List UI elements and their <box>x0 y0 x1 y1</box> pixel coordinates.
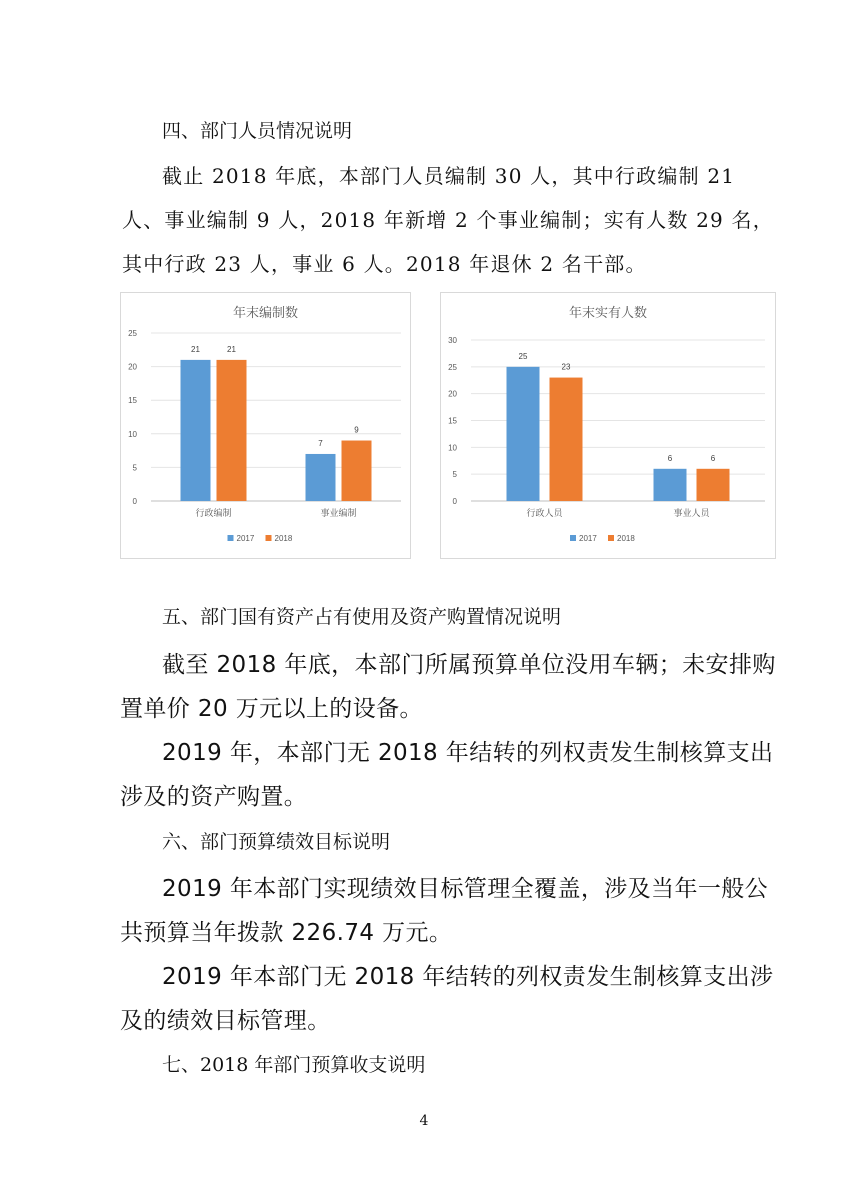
x-tick-label: 事业编制 <box>320 508 357 518</box>
data-label: 21 <box>191 344 200 354</box>
y-tick-label: 10 <box>128 429 137 439</box>
page-number: 4 <box>419 1113 429 1129</box>
y-tick-label: 5 <box>452 470 457 480</box>
y-tick-label: 25 <box>128 329 137 338</box>
bar-2018 <box>342 441 372 501</box>
data-label: 23 <box>561 362 571 372</box>
chart-staffing-quota-svg <box>121 293 410 558</box>
bar-2017 <box>507 367 540 501</box>
legend-swatch-2018 <box>608 535 614 541</box>
y-tick-label: 15 <box>128 396 137 406</box>
data-label: 25 <box>518 351 528 361</box>
section-7-heading: 七、2018 年部门预算收支说明 <box>162 1054 426 1076</box>
section-5-line-1: 截至 2018 年底，本部门所属预算单位没用车辆；未安排购 <box>162 652 776 678</box>
section-6-heading: 六、部门预算绩效目标说明 <box>162 831 391 853</box>
section-5-line-3: 2019 年，本部门无 2018 年结转的列权责发生制核算支出 <box>162 740 774 766</box>
x-tick-label: 事业人员 <box>673 508 710 518</box>
legend-label: 2018 <box>274 534 293 543</box>
section-6-line-1: 2019 年本部门实现绩效目标管理全覆盖，涉及当年一般公 <box>162 876 769 902</box>
bar-2018 <box>550 378 583 501</box>
section-6-line-4: 及的绩效目标管理。 <box>120 1008 331 1034</box>
section-5-line-2: 置单价 20 万元以上的设备。 <box>120 696 423 722</box>
section-4-line-2: 人、事业编制 9 人，2018 年新增 2 个事业编制；实有人数 29 名， <box>122 208 774 232</box>
data-label: 6 <box>667 453 673 463</box>
section-4-line-3: 其中行政 23 人，事业 6 人。2018 年退休 2 名干部。 <box>122 252 647 276</box>
legend-label: 2017 <box>579 534 597 543</box>
bar-2017 <box>654 469 687 501</box>
x-tick-label: 行政人员 <box>526 508 563 518</box>
chart-staffing-quota <box>120 292 411 559</box>
data-label: 7 <box>318 438 323 448</box>
legend-label: 2018 <box>617 534 635 543</box>
y-tick-label: 0 <box>452 497 457 506</box>
y-tick-label: 20 <box>128 362 137 372</box>
y-tick-label: 5 <box>132 463 137 473</box>
data-label: 21 <box>227 344 236 354</box>
y-tick-label: 25 <box>448 362 457 372</box>
section-6-line-3: 2019 年本部门无 2018 年结转的列权责发生制核算支出涉 <box>162 964 774 990</box>
bar-2017 <box>181 360 211 501</box>
y-tick-label: 15 <box>448 416 457 426</box>
x-tick-label: 行政编制 <box>195 508 232 518</box>
chart-actual-staff <box>440 292 776 559</box>
chart-title: 年末实有人数 <box>568 305 648 320</box>
section-4-heading: 四、部门人员情况说明 <box>162 120 353 142</box>
section-6-line-2: 共预算当年拨款 226.74 万元。 <box>120 920 453 946</box>
legend-swatch-2018 <box>266 535 272 541</box>
bar-2018 <box>697 469 730 501</box>
legend-swatch-2017 <box>570 535 576 541</box>
section-5-line-4: 涉及的资产购置。 <box>120 784 308 810</box>
data-label: 6 <box>710 453 716 463</box>
bar-2018 <box>217 360 247 501</box>
chart-title: 年末编制数 <box>232 305 299 320</box>
data-label: 9 <box>354 425 359 435</box>
y-tick-label: 30 <box>448 336 457 345</box>
chart-actual-staff-svg <box>441 293 775 558</box>
y-tick-label: 0 <box>132 497 137 506</box>
legend-label: 2017 <box>236 534 255 543</box>
section-4-line-1: 截止 2018 年底，本部门人员编制 30 人，其中行政编制 21 <box>162 164 736 188</box>
legend-swatch-2017 <box>228 535 234 541</box>
y-tick-label: 10 <box>448 443 457 453</box>
y-tick-label: 20 <box>448 389 457 399</box>
section-5-heading: 五、部门国有资产占有使用及资产购置情况说明 <box>162 606 562 628</box>
bar-2017 <box>306 454 336 501</box>
